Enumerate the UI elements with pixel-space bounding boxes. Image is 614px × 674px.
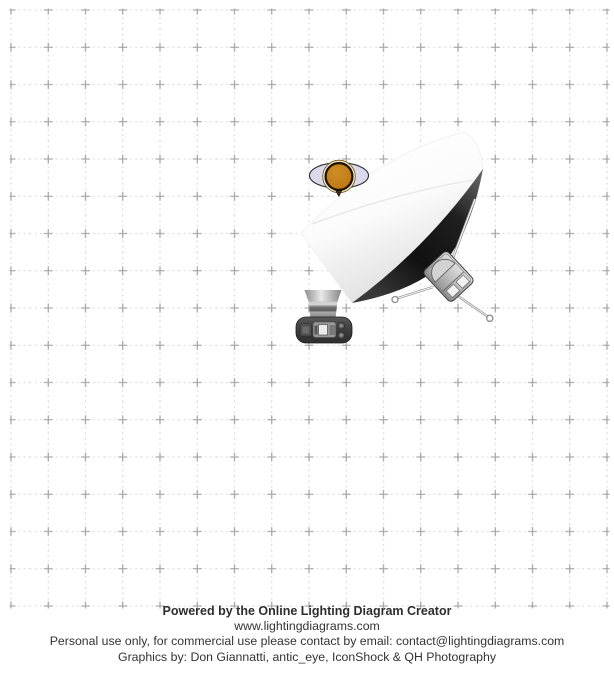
camera-panel-slot-left (315, 326, 318, 335)
footer-powered-by: Powered by the Online Lighting Diagram Creator (162, 604, 452, 618)
camera-dial-bottom-center (340, 334, 343, 337)
camera-viewfinder (319, 325, 328, 336)
footer-license-notice: Personal use only, for commercial use please contact by email: contact@lightingdiagrams.com (49, 634, 565, 649)
camera-dial-top-center (340, 324, 343, 327)
camera-lens-hood (305, 290, 342, 302)
camera-panel-slot-right (330, 325, 336, 335)
footer (0, 604, 614, 665)
subject-head (326, 163, 353, 190)
light-stand-foot-left (392, 297, 398, 303)
light-stand-foot-right (487, 315, 493, 321)
footer-credits: Graphics by: Don Giannatti, antic_eye, IconShock & QH Photography (118, 649, 496, 664)
camera-lens-barrel (309, 302, 338, 319)
camera-grip-button-inner (303, 327, 310, 334)
footer-website: www.lightingdiagrams.com (234, 619, 380, 633)
